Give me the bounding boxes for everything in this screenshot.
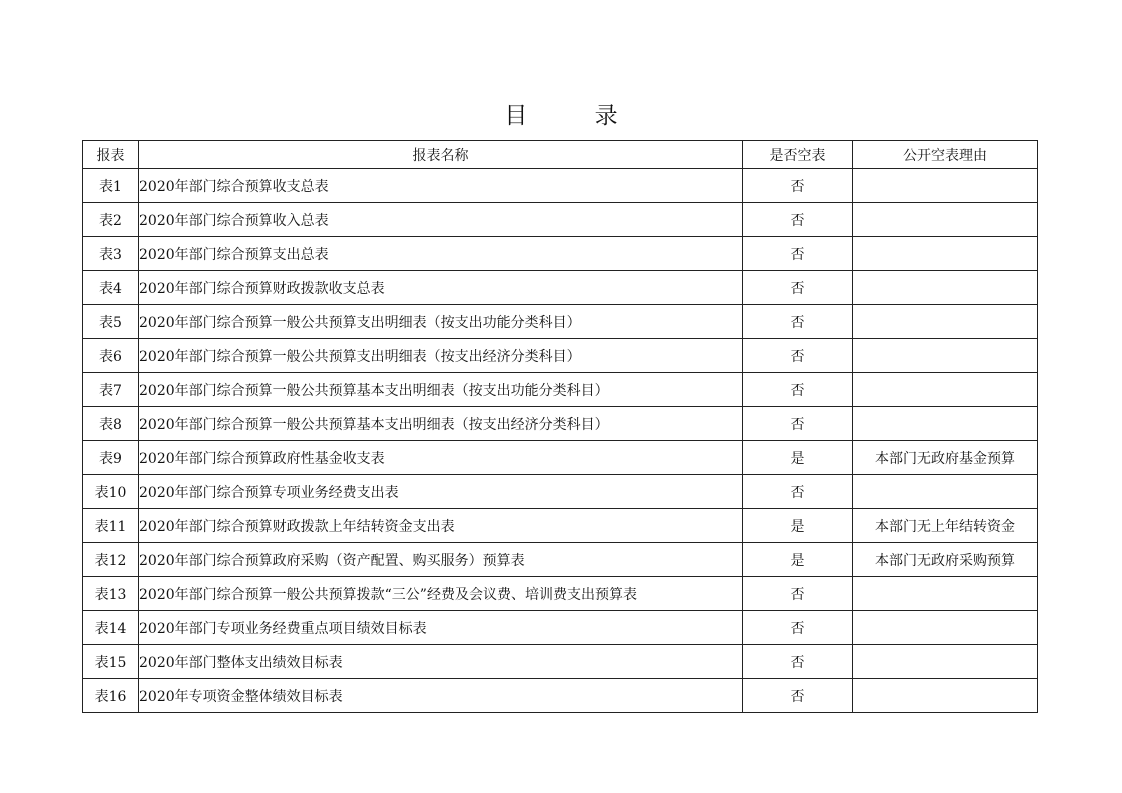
table-row (83, 339, 1038, 373)
empty-reason-cell (853, 305, 1038, 339)
is-empty-cell: 否 (743, 407, 853, 441)
report-name-cell: 2020年部门综合预算政府采购（资产配置、购买服务）预算表 (139, 543, 743, 577)
report-name-cell: 2020年部门整体支出绩效目标表 (139, 645, 743, 679)
table-body (83, 169, 1038, 713)
table-row (83, 271, 1038, 305)
report-name-cell: 2020年部门综合预算一般公共预算基本支出明细表（按支出功能分类科目） (139, 373, 743, 407)
report-no-cell: 表7 (83, 373, 139, 407)
table-row (83, 203, 1038, 237)
report-name-cell: 2020年部门综合预算专项业务经费支出表 (139, 475, 743, 509)
empty-reason-cell (853, 169, 1038, 203)
report-name-cell: 2020年部门综合预算财政拨款收支总表 (139, 271, 743, 305)
table-row (83, 305, 1038, 339)
header-report-name: 报表名称 (139, 141, 743, 169)
report-no-cell: 表2 (83, 203, 139, 237)
empty-reason-cell: 本部门无上年结转资金 (853, 509, 1038, 543)
report-no-cell: 表14 (83, 611, 139, 645)
report-name-cell: 2020年部门专项业务经费重点项目绩效目标表 (139, 611, 743, 645)
report-no-cell: 表6 (83, 339, 139, 373)
report-name-cell: 2020年部门综合预算一般公共预算基本支出明细表（按支出经济分类科目） (139, 407, 743, 441)
header-report-no: 报表 (83, 141, 139, 169)
report-name-cell: 2020年部门综合预算收入总表 (139, 203, 743, 237)
is-empty-cell: 否 (743, 271, 853, 305)
is-empty-cell: 否 (743, 339, 853, 373)
report-no-cell: 表5 (83, 305, 139, 339)
is-empty-cell: 否 (743, 577, 853, 611)
empty-reason-cell (853, 339, 1038, 373)
report-name-cell: 2020年专项资金整体绩效目标表 (139, 679, 743, 713)
table-row (83, 475, 1038, 509)
is-empty-cell: 否 (743, 169, 853, 203)
report-no-cell: 表8 (83, 407, 139, 441)
report-name-cell: 2020年部门综合预算政府性基金收支表 (139, 441, 743, 475)
table-row (83, 577, 1038, 611)
empty-reason-cell (853, 373, 1038, 407)
empty-reason-cell: 本部门无政府基金预算 (853, 441, 1038, 475)
table-row (83, 237, 1038, 271)
is-empty-cell: 否 (743, 305, 853, 339)
table-row (83, 645, 1038, 679)
is-empty-cell: 否 (743, 373, 853, 407)
empty-reason-cell (853, 203, 1038, 237)
empty-reason-cell (853, 237, 1038, 271)
report-name-cell: 2020年部门综合预算一般公共预算拨款“三公”经费及会议费、培训费支出预算表 (139, 577, 743, 611)
report-name-cell: 2020年部门综合预算财政拨款上年结转资金支出表 (139, 509, 743, 543)
empty-reason-cell (853, 475, 1038, 509)
table-row (83, 543, 1038, 577)
table-row (83, 407, 1038, 441)
is-empty-cell: 是 (743, 441, 853, 475)
is-empty-cell: 是 (743, 543, 853, 577)
report-no-cell: 表11 (83, 509, 139, 543)
empty-reason-cell: 本部门无政府采购预算 (853, 543, 1038, 577)
page-title: 目 录 (504, 103, 648, 129)
report-no-cell: 表16 (83, 679, 139, 713)
is-empty-cell: 否 (743, 237, 853, 271)
report-no-cell: 表15 (83, 645, 139, 679)
empty-reason-cell (853, 611, 1038, 645)
empty-reason-cell (853, 271, 1038, 305)
report-index-table (82, 140, 1038, 713)
report-name-cell: 2020年部门综合预算一般公共预算支出明细表（按支出经济分类科目） (139, 339, 743, 373)
empty-reason-cell (853, 645, 1038, 679)
is-empty-cell: 否 (743, 203, 853, 237)
report-no-cell: 表4 (83, 271, 139, 305)
empty-reason-cell (853, 679, 1038, 713)
empty-reason-cell (853, 407, 1038, 441)
report-name-cell: 2020年部门综合预算收支总表 (139, 169, 743, 203)
report-no-cell: 表12 (83, 543, 139, 577)
table-row (83, 169, 1038, 203)
is-empty-cell: 是 (743, 509, 853, 543)
is-empty-cell: 否 (743, 475, 853, 509)
table-row (83, 441, 1038, 475)
report-no-cell: 表10 (83, 475, 139, 509)
header-is-empty: 是否空表 (743, 141, 853, 169)
report-no-cell: 表3 (83, 237, 139, 271)
is-empty-cell: 否 (743, 611, 853, 645)
header-empty-reason: 公开空表理由 (853, 141, 1038, 169)
report-no-cell: 表9 (83, 441, 139, 475)
table-row (83, 611, 1038, 645)
table-header-row (83, 141, 1038, 169)
empty-reason-cell (853, 577, 1038, 611)
is-empty-cell: 否 (743, 645, 853, 679)
report-name-cell: 2020年部门综合预算一般公共预算支出明细表（按支出功能分类科目） (139, 305, 743, 339)
table-row (83, 509, 1038, 543)
report-no-cell: 表1 (83, 169, 139, 203)
is-empty-cell: 否 (743, 679, 853, 713)
report-name-cell: 2020年部门综合预算支出总表 (139, 237, 743, 271)
table-row (83, 373, 1038, 407)
report-no-cell: 表13 (83, 577, 139, 611)
table-row (83, 679, 1038, 713)
